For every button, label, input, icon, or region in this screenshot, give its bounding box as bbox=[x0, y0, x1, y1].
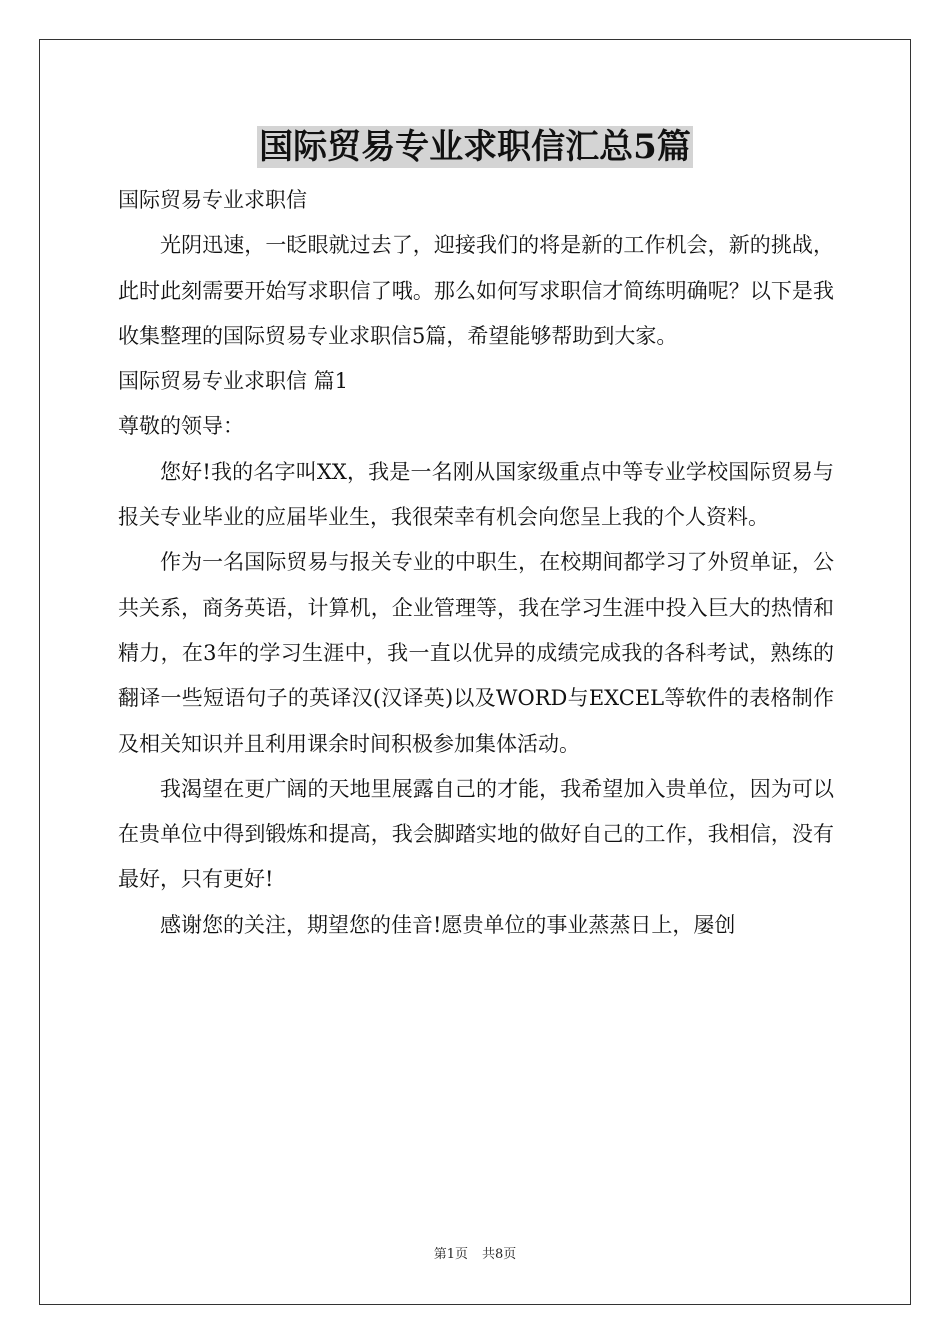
paragraph-2: 光阴迅速，一眨眼就过去了，迎接我们的将是新的工作机会，新的挑战，此时此刻需要开始写求职信了哦。那么如何写求职信才简练明确呢？以下是我收集整理的国际贸易专业求职信5篇，希望能够帮助到大家。 bbox=[118, 233, 834, 348]
paragraph-3: 国际贸易专业求职信 篇1 bbox=[118, 369, 349, 394]
paragraph-1: 国际贸易专业求职信 bbox=[118, 188, 307, 212]
document-title: 国际贸易专业求职信汇总5篇 bbox=[259, 127, 691, 167]
page-number: 第1页 bbox=[433, 1247, 468, 1262]
page-footer bbox=[0, 1246, 950, 1264]
page-total: 共8页 bbox=[482, 1247, 517, 1262]
paragraph-4: 尊敬的领导： bbox=[118, 414, 244, 439]
document-body bbox=[118, 178, 834, 948]
title-container bbox=[0, 126, 950, 168]
paragraph-7: 我渴望在更广阔的天地里展露自己的才能，我希望加入贵单位，因为可以在贵单位中得到锻炼和提高，我会脚踏实地的做好自己的工作，我相信，没有最好，只有更好! bbox=[118, 776, 834, 892]
paragraph-6: 作为一名国际贸易与报关专业的中职生，在校期间都学习了外贸单证，公共关系，商务英语，计算机，企业管理等，我在学习生涯中投入巨大的热情和精力，在3年的学习生涯中，我一直以优异的成绩完成我的各科考试，熟练的翻译一些短语句子的英译汉(汉译英)以及WORD与EXCEL等软件的表格制作及相关知识并且利用课余时间积极参加集体活动。 bbox=[118, 550, 834, 756]
paragraph-8: 感谢您的关注，期望您的佳音!愿贵单位的事业蒸蒸日上，屡创 bbox=[160, 912, 736, 937]
paragraph-5: 您好!我的名字叫XX，我是一名刚从国家级重点中等专业学校国际贸易与报关专业毕业的应届毕业生，我很荣幸有机会向您呈上我的个人资料。 bbox=[118, 459, 834, 530]
